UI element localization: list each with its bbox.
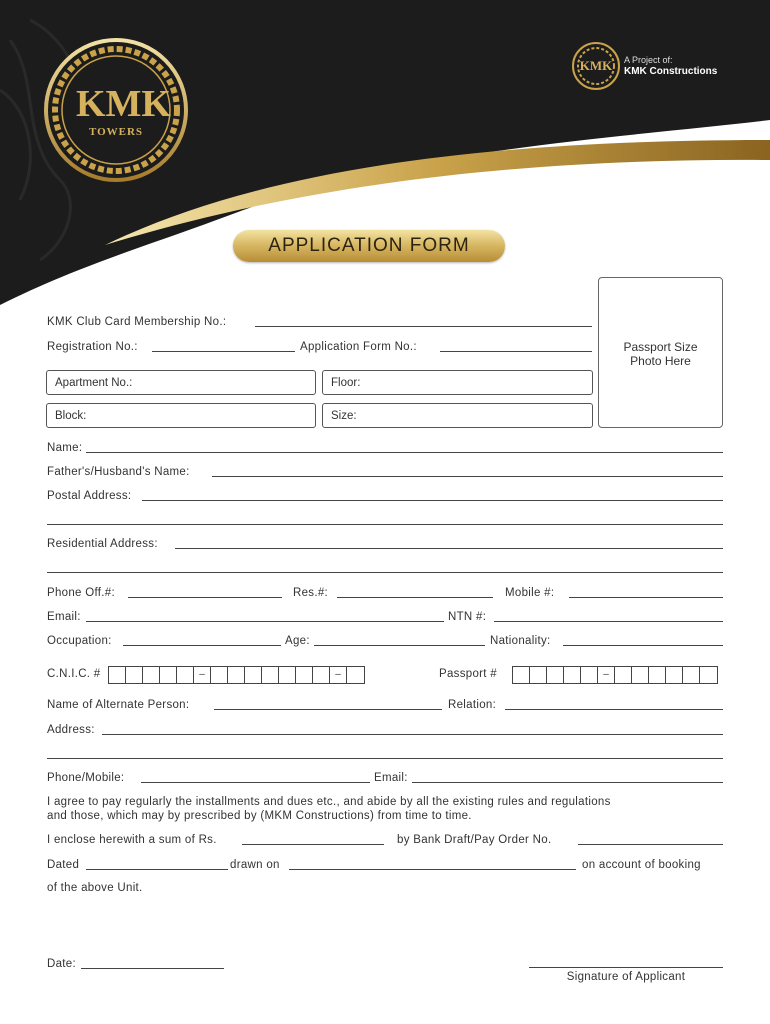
cnic-digit[interactable] <box>109 667 126 683</box>
club-card-field[interactable] <box>255 326 592 327</box>
cnic-digit[interactable] <box>211 667 228 683</box>
passport-photo-box[interactable] <box>598 277 723 428</box>
passport-digit[interactable] <box>581 667 598 683</box>
name-label: Name: <box>47 442 83 454</box>
cnic-label: C.N.I.C. # <box>47 668 101 680</box>
size-label: Size: <box>331 410 357 422</box>
phone-off-label: Phone Off.#: <box>47 587 115 599</box>
dated-field[interactable] <box>86 869 228 870</box>
header-banner <box>0 0 770 310</box>
cnic-digit[interactable] <box>245 667 262 683</box>
postal-address-field-2[interactable] <box>47 524 723 525</box>
bank-draft-field[interactable] <box>578 844 723 845</box>
cnic-digit[interactable] <box>296 667 313 683</box>
relation-label: Relation: <box>448 699 497 711</box>
ntn-field[interactable] <box>494 621 723 622</box>
address-field-2[interactable] <box>47 758 723 759</box>
passport-dash: – <box>598 667 615 683</box>
drawn-on-field[interactable] <box>289 869 576 870</box>
ntn-label: NTN #: <box>448 611 487 623</box>
application-form-no-label: Application Form No.: <box>300 341 417 353</box>
nationality-field[interactable] <box>563 645 723 646</box>
company-name: KMK Constructions <box>624 66 718 77</box>
dated-label: Dated <box>47 859 80 871</box>
passport-digit[interactable] <box>564 667 581 683</box>
cnic-digit[interactable] <box>160 667 177 683</box>
nationality-label: Nationality: <box>490 635 551 647</box>
passport-boxes[interactable] <box>512 666 718 684</box>
cnic-dash: – <box>330 667 347 683</box>
agreement-line1: I agree to pay regularly the installments and dues etc., and abide by all the existing rules and regulations <box>47 796 611 808</box>
name-field[interactable] <box>86 452 723 453</box>
size-field[interactable] <box>322 403 593 428</box>
passport-digit[interactable] <box>649 667 666 683</box>
block-label: Block: <box>55 410 87 422</box>
above-unit-label: of the above Unit. <box>47 882 143 894</box>
block-field[interactable] <box>46 403 316 428</box>
cnic-digit[interactable] <box>228 667 245 683</box>
date-field[interactable] <box>81 968 224 969</box>
passport-digit[interactable] <box>547 667 564 683</box>
passport-digit[interactable] <box>632 667 649 683</box>
photo-label-line2: Photo Here <box>630 354 691 368</box>
email-field[interactable] <box>86 621 444 622</box>
res-field[interactable] <box>337 597 493 598</box>
registration-label: Registration No.: <box>47 341 138 353</box>
floor-field[interactable] <box>322 370 593 395</box>
amount-field[interactable] <box>242 844 384 845</box>
agreement-line2: and those, which may by prescribed by (MKM Constructions) from time to time. <box>47 810 472 822</box>
enclose-label: I enclose herewith a sum of Rs. <box>47 834 217 846</box>
alternate-person-field[interactable] <box>214 709 442 710</box>
relation-field[interactable] <box>505 709 723 710</box>
age-label: Age: <box>285 635 310 647</box>
apartment-no-field[interactable] <box>46 370 316 395</box>
cnic-digit[interactable] <box>347 667 364 683</box>
passport-digit[interactable] <box>615 667 632 683</box>
phone-mobile-field[interactable] <box>141 782 370 783</box>
cnic-digit[interactable] <box>279 667 296 683</box>
cnic-digit[interactable] <box>313 667 330 683</box>
occupation-label: Occupation: <box>47 635 112 647</box>
occupation-field[interactable] <box>123 645 281 646</box>
logo-text-kmk: KMK <box>76 83 171 125</box>
small-logo-text: KMK <box>579 58 613 73</box>
passport-label: Passport # <box>439 668 497 680</box>
club-card-label: KMK Club Card Membership No.: <box>47 316 227 328</box>
project-of-label: A Project of: <box>624 55 673 65</box>
passport-digit[interactable] <box>513 667 530 683</box>
cnic-digit[interactable] <box>126 667 143 683</box>
passport-digit[interactable] <box>700 667 717 683</box>
cnic-boxes[interactable] <box>108 666 365 684</box>
residential-address-label: Residential Address: <box>47 538 158 550</box>
bank-draft-label: by Bank Draft/Pay Order No. <box>397 834 552 846</box>
address-field[interactable] <box>102 734 723 735</box>
passport-digit[interactable] <box>683 667 700 683</box>
logo-text-towers: TOWERS <box>88 126 144 138</box>
residential-address-field[interactable] <box>175 548 723 549</box>
age-field[interactable] <box>314 645 485 646</box>
registration-field[interactable] <box>152 351 295 352</box>
cnic-digit[interactable] <box>177 667 194 683</box>
on-account-label: on account of booking <box>582 859 701 871</box>
postal-address-field[interactable] <box>142 500 723 501</box>
date-label: Date: <box>47 958 76 970</box>
phone-mobile-label: Phone/Mobile: <box>47 772 125 784</box>
cnic-digit[interactable] <box>262 667 279 683</box>
alternate-person-label: Name of Alternate Person: <box>47 699 190 711</box>
residential-address-field-2[interactable] <box>47 572 723 573</box>
father-husband-field[interactable] <box>212 476 723 477</box>
postal-address-label: Postal Address: <box>47 490 132 502</box>
passport-digit[interactable] <box>666 667 683 683</box>
mobile-field[interactable] <box>569 597 723 598</box>
apartment-no-label: Apartment No.: <box>55 377 133 389</box>
drawn-on-label: drawn on <box>230 859 280 871</box>
res-label: Res.#: <box>293 587 329 599</box>
cnic-digit[interactable] <box>143 667 160 683</box>
application-form-no-field[interactable] <box>440 351 592 352</box>
email2-label: Email: <box>374 772 408 784</box>
email2-field[interactable] <box>412 782 723 783</box>
photo-label-line1: Passport Size <box>623 340 698 354</box>
email-label: Email: <box>47 611 81 623</box>
address-label: Address: <box>47 724 95 736</box>
phone-off-field[interactable] <box>128 597 282 598</box>
signature-label: Signature of Applicant <box>566 971 686 983</box>
floor-label: Floor: <box>331 377 361 389</box>
passport-digit[interactable] <box>530 667 547 683</box>
father-husband-label: Father's/Husband's Name: <box>47 466 190 478</box>
cnic-dash: – <box>194 667 211 683</box>
signature-field[interactable] <box>529 967 723 968</box>
mobile-label: Mobile #: <box>505 587 555 599</box>
form-title: APPLICATION FORM <box>233 230 505 262</box>
